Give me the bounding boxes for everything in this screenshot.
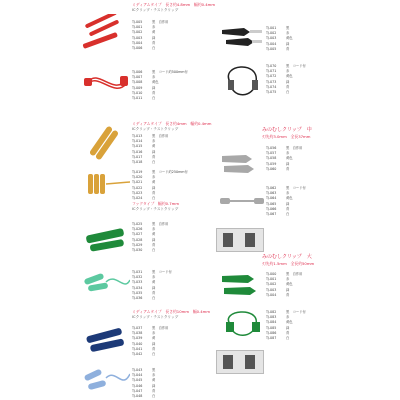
item-code: TJ-036 — [132, 296, 143, 301]
item-code: TJ-022 — [132, 185, 143, 190]
item-code: TJ-038 — [132, 331, 143, 336]
section-3-list-b — [132, 270, 172, 301]
navy-clip-image — [82, 320, 128, 356]
section-3-list-a — [132, 222, 168, 253]
item-code: TJ-062 — [266, 186, 277, 190]
item-color: 赤 — [152, 227, 156, 232]
r2-list-a — [266, 146, 302, 172]
item-code: TJ-014 — [132, 139, 143, 144]
item-color: 白 — [286, 90, 290, 95]
item-color: 黄色 — [286, 320, 293, 325]
spec-row — [266, 47, 293, 52]
item-code: TJ-048 — [132, 394, 143, 399]
item-color: 黄 — [152, 180, 156, 185]
section-2-header: ミディアムタイプ 長さ約4mm 幅約0.4mm — [132, 121, 212, 126]
r2-list-b — [266, 186, 306, 217]
section-2-subheader: ICクリップ・テストクリップ — [132, 127, 179, 131]
item-color: 黄色 — [286, 36, 293, 41]
item-code: TJ-074 — [266, 84, 277, 89]
item-code: TJ-004 — [266, 292, 277, 297]
green-clip-image — [84, 222, 128, 258]
item-code: TJ-013 — [132, 134, 143, 138]
item-code: TJ-084 — [266, 320, 277, 325]
item-code: TJ-030 — [132, 248, 143, 253]
item-color: 黒 コード約250mm付 — [152, 170, 188, 174]
item-color: 緑 — [152, 341, 156, 346]
item-color: 青 — [152, 242, 156, 247]
silver-alligator-image — [220, 150, 264, 180]
item-code: TJ-021 — [132, 180, 143, 185]
item-code: TJ-010 — [132, 90, 143, 95]
section-3-subheader: ICクリップ・テストクリップ — [132, 207, 179, 211]
item-color: 黄 — [152, 378, 156, 383]
item-color: 黄 — [152, 144, 156, 149]
item-color: 緑 — [286, 79, 290, 84]
item-color: 白 — [152, 46, 156, 51]
item-code: TJ-020 — [132, 175, 143, 180]
item-color: 黒 自作用 — [152, 20, 169, 24]
silver-alligator-cord-image — [220, 188, 264, 214]
r2-header: みのむしクリップ 中 — [262, 127, 312, 133]
item-color: 白 — [152, 160, 156, 165]
item-color: 黒 自作用 — [152, 326, 169, 330]
item-color: 赤 — [152, 139, 156, 144]
item-color: 緑 — [152, 185, 156, 190]
item-code: TJ-004 — [266, 41, 277, 46]
item-color: 黒 自作用 — [286, 272, 303, 276]
item-code: TJ-047 — [132, 388, 143, 393]
item-code: TJ-006 — [132, 70, 143, 74]
section-1-header: ミディアムタイプ 長さ約4.8mm 幅約0.4mm — [132, 2, 216, 7]
item-color: 黒 コード付 — [152, 270, 172, 274]
item-color: 青 — [152, 190, 156, 195]
item-color: 黒 — [286, 26, 290, 30]
item-color: 赤 — [152, 373, 156, 378]
item-code: TJ-039 — [132, 336, 143, 341]
section-2-list-b — [132, 170, 188, 201]
item-code: TJ-043 — [132, 368, 143, 372]
black-alligator-cord-image — [220, 62, 266, 104]
item-code: TJ-017 — [132, 154, 143, 159]
spec-row — [266, 212, 306, 217]
item-color: 黄色 — [286, 156, 293, 161]
item-code: TJ-003 — [266, 287, 277, 292]
section-4-list-a — [132, 326, 168, 357]
item-code: TJ-070 — [266, 64, 277, 68]
r2-subheader: 刃先約3.0mm 全長37mm — [262, 134, 311, 139]
item-color: 緑 — [286, 201, 290, 206]
item-code: TJ-067 — [266, 212, 277, 217]
item-code: TJ-065 — [266, 201, 277, 206]
item-color: 緑 — [152, 149, 156, 154]
item-code: TJ-034 — [132, 285, 143, 290]
item-code: TJ-023 — [132, 190, 143, 195]
item-color: 青 — [286, 84, 290, 89]
item-color: 白 — [152, 248, 156, 253]
item-color: 白 — [152, 196, 156, 201]
section-1-list-a — [132, 20, 168, 51]
spec-row — [132, 46, 168, 51]
item-code: TJ-044 — [132, 373, 143, 378]
item-code: TJ-073 — [266, 79, 277, 84]
yellow-clip-image — [80, 122, 128, 166]
item-color: 黄色 — [286, 196, 293, 201]
spec-row — [132, 352, 168, 357]
item-color: 緑 — [286, 325, 290, 330]
spec-row — [132, 160, 168, 165]
item-color: 緑 — [152, 35, 156, 40]
item-color: 青 — [152, 290, 156, 295]
item-code: TJ-031 — [132, 270, 143, 274]
section-1-list-b — [132, 70, 188, 101]
item-code: TJ-001 — [266, 277, 277, 282]
item-color: 黒 コード付 — [286, 186, 306, 190]
item-code: TJ-063 — [266, 191, 277, 196]
item-color: 青 — [286, 292, 290, 297]
item-code: TJ-037 — [132, 326, 143, 330]
green-alligator-cord-image — [220, 308, 266, 342]
r2-product-photo — [216, 228, 264, 252]
item-color: 黒 コード付 — [286, 64, 306, 68]
item-color: 緑 — [286, 161, 290, 166]
item-color: 緑 — [152, 85, 156, 90]
item-code: TJ-056 — [266, 146, 277, 150]
item-code: TJ-004 — [132, 40, 143, 45]
section-2-list-a — [132, 134, 168, 165]
item-code: TJ-011 — [132, 96, 143, 101]
item-code: TJ-041 — [132, 346, 143, 351]
item-color: 青 — [152, 346, 156, 351]
section-4-subheader: ICクリップ・テストクリップ — [132, 315, 179, 319]
spec-row — [132, 394, 155, 399]
item-code: TJ-008 — [132, 80, 143, 85]
item-color: 赤 — [152, 331, 156, 336]
lightblue-clip-cord-image — [82, 364, 130, 398]
item-color: 赤 — [152, 25, 156, 30]
item-code: TJ-026 — [132, 227, 143, 232]
item-code: TJ-032 — [132, 275, 143, 280]
item-code: TJ-058 — [266, 156, 277, 161]
item-color: 赤 — [286, 31, 290, 36]
item-code: TJ-001 — [132, 25, 143, 30]
item-code: TJ-057 — [266, 151, 277, 156]
r3-subheader: 刃先約1.5mm 全長約50mm — [262, 261, 315, 266]
spec-row — [132, 96, 188, 101]
item-color: 青 — [286, 166, 290, 171]
item-color: 黒 コード約500mm付 — [152, 70, 188, 74]
item-code: TJ-028 — [132, 237, 143, 242]
item-code: TJ-045 — [132, 378, 143, 383]
item-color: 青 — [286, 46, 290, 51]
item-code: TJ-066 — [266, 206, 277, 211]
item-color: 黄色 — [152, 80, 159, 85]
item-code: TJ-005 — [266, 46, 277, 51]
item-code: TJ-082 — [266, 310, 277, 314]
item-code: TJ-000 — [266, 272, 277, 276]
item-code: TJ-003 — [266, 36, 277, 41]
item-code: TJ-007 — [132, 75, 143, 80]
item-color: 黄 — [152, 232, 156, 237]
item-code: TJ-087 — [266, 336, 277, 341]
r3-list-a — [266, 272, 302, 298]
item-code: TJ-083 — [266, 315, 277, 320]
item-code: TJ-029 — [132, 242, 143, 247]
item-color: 黄 — [152, 30, 156, 35]
item-code: TJ-072 — [266, 74, 277, 79]
item-color: 赤 — [286, 277, 290, 282]
spec-row — [266, 167, 302, 172]
item-color: 赤 — [286, 151, 290, 156]
item-color: 赤 — [286, 69, 290, 74]
black-alligator-image — [220, 22, 264, 52]
spec-row — [132, 248, 168, 253]
item-color: 緑 — [286, 287, 290, 292]
item-code: TJ-024 — [132, 196, 143, 201]
item-code: TJ-002 — [132, 30, 143, 35]
item-color: 白 — [152, 394, 156, 399]
yellow-clip-cord-image — [86, 172, 130, 202]
item-color: 青 — [152, 388, 156, 393]
item-color: 白 — [152, 96, 156, 101]
item-color: 黄色 — [286, 282, 293, 287]
item-code: TJ-035 — [132, 290, 143, 295]
item-code: TJ-042 — [132, 352, 143, 357]
item-code: TJ-006 — [132, 46, 143, 51]
item-code: TJ-027 — [132, 232, 143, 237]
item-color: 黒 自作用 — [286, 146, 303, 150]
spec-row — [266, 293, 302, 298]
item-code: TJ-060 — [266, 166, 277, 171]
item-code: TJ-025 — [132, 222, 143, 226]
section-3-header: フックタイプ 幅約0.7mm — [132, 201, 180, 206]
item-code: TJ-001 — [266, 26, 277, 30]
r1-list-b — [266, 64, 306, 95]
r3-product-photo — [216, 350, 264, 374]
item-color: 緑 — [152, 383, 156, 388]
item-color: 青 — [286, 206, 290, 211]
item-code: TJ-075 — [266, 90, 277, 95]
item-color: 黄 — [152, 280, 156, 285]
item-color: 青 — [152, 154, 156, 159]
green-alligator-image — [220, 270, 266, 302]
item-code: TJ-071 — [266, 69, 277, 74]
item-color: 黒 — [152, 368, 156, 372]
section-4-list-b — [132, 368, 155, 399]
item-code: TJ-002 — [266, 31, 277, 36]
item-color: 赤 — [286, 315, 290, 320]
item-code: TJ-002 — [266, 282, 277, 287]
item-color: 緑 — [152, 237, 156, 242]
item-color: 青 — [286, 330, 290, 335]
item-code: TJ-005 — [132, 20, 143, 24]
item-color: 白 — [286, 336, 290, 341]
item-color: 黒 自作用 — [152, 134, 169, 138]
item-color: 黒 自作用 — [152, 222, 169, 226]
item-code: TJ-018 — [132, 160, 143, 165]
item-color: 緑 — [152, 285, 156, 290]
item-code: TJ-059 — [266, 161, 277, 166]
r3-header: みのむしクリップ 大 — [262, 254, 312, 260]
item-color: 白 — [152, 352, 156, 357]
item-code: TJ-015 — [132, 144, 143, 149]
item-code: TJ-064 — [266, 196, 277, 201]
mint-clip-cord-image — [80, 266, 130, 302]
item-color: 白 — [152, 296, 156, 301]
item-code: TJ-033 — [132, 280, 143, 285]
red-clip-cord-image — [84, 62, 130, 102]
item-code: TJ-086 — [266, 330, 277, 335]
item-code: TJ-046 — [132, 383, 143, 388]
item-color: 黄 — [152, 336, 156, 341]
r3-list-b — [266, 310, 306, 341]
item-code: TJ-009 — [132, 85, 143, 90]
item-color: 黄色 — [286, 74, 293, 79]
red-clip-image — [80, 14, 126, 52]
r1-list-a — [266, 26, 293, 52]
item-color: 赤 — [152, 175, 156, 180]
item-code: TJ-016 — [132, 149, 143, 154]
item-code: TJ-040 — [132, 341, 143, 346]
item-color: 赤 — [152, 75, 156, 80]
spec-row — [132, 296, 172, 301]
item-color: 青 — [152, 40, 156, 45]
item-color: 黒 コード付 — [286, 310, 306, 314]
item-code: TJ-085 — [266, 325, 277, 330]
item-code: TJ-019 — [132, 170, 143, 174]
item-color: 赤 — [286, 191, 290, 196]
item-color: 白 — [286, 212, 290, 217]
item-color: 緑 — [286, 41, 290, 46]
item-color: 赤 — [152, 275, 156, 280]
spec-row — [266, 336, 306, 341]
spec-row — [266, 90, 306, 95]
section-4-header: ミディアムタイプ 長さ約10mm 幅0.4mm — [132, 309, 211, 314]
section-1-subheader: ICクリップ・テストクリップ — [132, 8, 179, 12]
item-code: TJ-003 — [132, 35, 143, 40]
item-color: 青 — [152, 90, 156, 95]
